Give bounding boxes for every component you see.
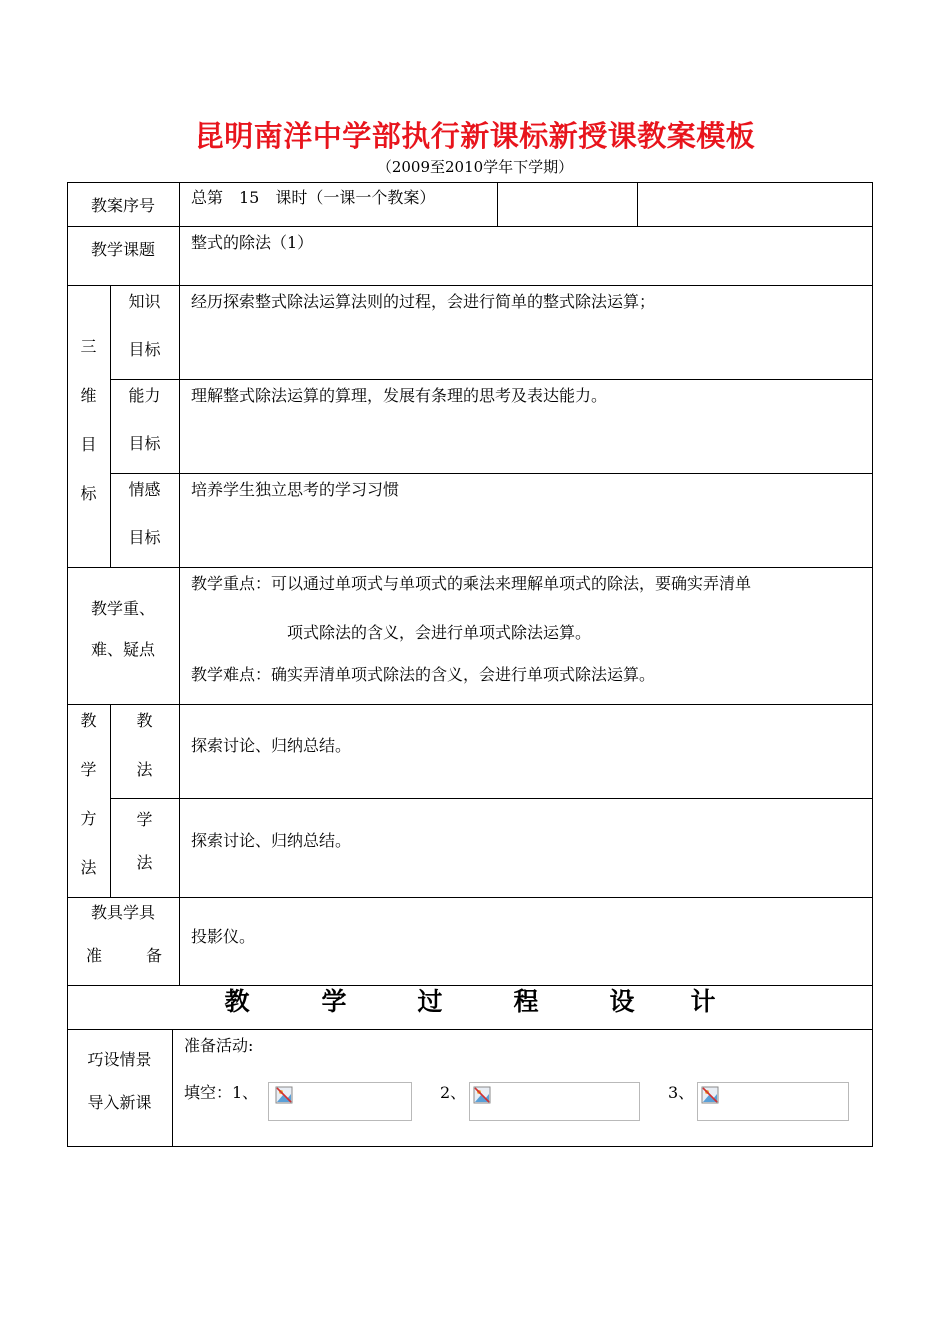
fill-blank-image-2 [469, 1082, 640, 1121]
methods-group-char-2: 学 [80, 760, 97, 779]
knowledge-label-2: 目标 [128, 340, 161, 359]
fill-blank-image-1 [268, 1082, 412, 1121]
tools-label-line-2b: 备 [146, 946, 163, 965]
broken-image-icon [275, 1086, 293, 1104]
learning-method-label-2: 法 [136, 853, 153, 872]
process-header-char-1: 教 [224, 987, 250, 1016]
teaching-method-label-2: 法 [136, 760, 153, 779]
lesson-no-label: 教案序号 [90, 196, 155, 215]
process-header-char-2: 学 [321, 987, 347, 1016]
tools-label-line-2a: 准 [86, 946, 103, 965]
topic-label: 教学课题 [90, 240, 155, 259]
objectives-group-char-3: 目 [80, 435, 97, 454]
intro-label-2: 导入新课 [87, 1093, 152, 1112]
key-points-label-2: 难、疑点 [90, 640, 155, 659]
methods-group-char-1: 教 [80, 711, 97, 730]
ability-value: 理解整式除法运算的算理，发展有条理的思考及表达能力。 [191, 386, 608, 405]
key-points-line-2: 项式除法的含义，会进行单项式除法运算。 [287, 623, 592, 642]
process-header-char-3: 过 [417, 987, 443, 1016]
objectives-group-char-1: 三 [80, 337, 97, 356]
key-points-label-1: 教学重、 [90, 599, 155, 618]
broken-image-icon [701, 1086, 719, 1104]
teaching-method-label-1: 教 [136, 711, 153, 730]
document-subtitle: （2009至2010学年下学期） [376, 158, 574, 176]
emotion-value: 培养学生独立思考的学习习惯 [191, 480, 400, 499]
knowledge-value: 经历探索整式除法运算法则的过程，会进行简单的整式除法运算； [191, 292, 656, 311]
learning-method-label-1: 学 [136, 810, 153, 829]
tools-label-line-1: 教具学具 [90, 903, 155, 922]
process-header-char-6: 计 [690, 987, 716, 1016]
ability-label-1: 能力 [128, 386, 161, 405]
intro-label-1: 巧设情景 [87, 1050, 152, 1069]
methods-group-char-4: 法 [80, 858, 97, 877]
key-points-line-3: 教学难点：确实弄清单项式除法的含义，会进行单项式除法运算。 [191, 665, 656, 684]
emotion-label-2: 目标 [128, 528, 161, 547]
process-header-char-5: 设 [609, 987, 635, 1016]
fill-blank-label: 填空：1、 [184, 1083, 259, 1102]
process-header-char-4: 程 [513, 987, 539, 1016]
fill-blank-item-2: 2、 [440, 1083, 467, 1102]
broken-image-icon [473, 1086, 491, 1104]
key-points-line-1: 教学重点：可以通过单项式与单项式的乘法来理解单项式的除法，要确实弄清单 [191, 574, 752, 593]
fill-blank-image-3 [697, 1082, 849, 1121]
fill-blank-item-3: 3、 [668, 1083, 695, 1102]
objectives-group-char-2: 维 [80, 386, 97, 405]
lesson-no-value: 总第 15 课时（一课一个教案） [191, 188, 436, 207]
objectives-group-char-4: 标 [80, 484, 97, 503]
teaching-method-value: 探索讨论、归纳总结。 [191, 736, 352, 755]
intro-activity: 准备活动: [184, 1036, 254, 1055]
ability-label-2: 目标 [128, 434, 161, 453]
topic-value: 整式的除法（1） [191, 233, 314, 252]
knowledge-label-1: 知识 [128, 292, 161, 311]
emotion-label-1: 情感 [128, 480, 161, 499]
learning-method-value: 探索讨论、归纳总结。 [191, 831, 352, 850]
tools-value: 投影仪。 [191, 927, 256, 946]
document-title: 昆明南洋中学部执行新课标新授课教案模板 [194, 119, 756, 153]
methods-group-char-3: 方 [80, 809, 97, 828]
